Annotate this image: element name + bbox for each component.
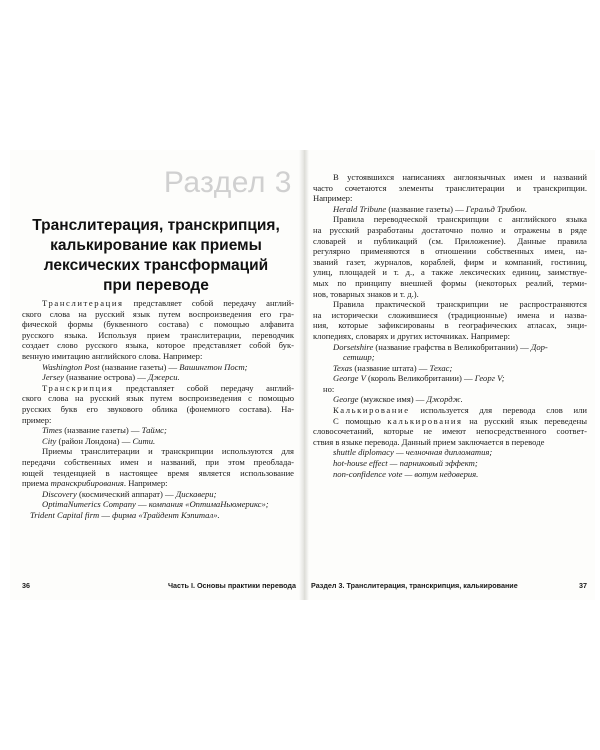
right-page xyxy=(307,150,595,600)
text-line: Транскрипция представляет собой передачу англий- xyxy=(42,382,294,393)
example-connector: но: xyxy=(323,383,335,394)
left-page-footer xyxy=(10,580,302,592)
text-line: клопедиях, словарях и других источниках. Например: xyxy=(313,330,511,341)
paragraph xyxy=(313,214,587,299)
chapter-title-line: лексических трансформаций xyxy=(43,257,269,274)
chapter-title-line: Транслитерация, транскрипция, xyxy=(32,217,280,234)
text-line: на исторически сложившиеся (традиционные) имена и назва- xyxy=(313,309,587,320)
text-line: Калькирование используется для перевода слов или xyxy=(333,405,587,416)
text-line: создает слово русского языка, которое представляет собой бук- xyxy=(22,340,294,351)
example-line: Washington Post (название газеты) — Вашингтон Пост; xyxy=(42,361,248,372)
example-line: Jersey (название острова) — Джерси. xyxy=(42,372,180,383)
example-line: hot-house effect — парниковый эффект; xyxy=(333,458,478,469)
text-line: на русский разработаны достаточно полно и отражены в ряде xyxy=(313,224,587,235)
text-line: ния, которые зафиксированы в географических атласах, энци- xyxy=(313,320,587,331)
text-line: пример: xyxy=(22,414,52,425)
text-line: С помощью калькирования на русский язык переведены xyxy=(333,415,587,426)
example-line: Discovery (космический аппарат) — Дискавери; xyxy=(42,488,217,499)
term-transcription: Транскрипция xyxy=(42,382,114,393)
examples xyxy=(22,425,294,446)
paragraph xyxy=(22,446,294,488)
text-line: званий газет, журналов, кораблей, фирм и компаний, гостиниц, xyxy=(313,256,587,267)
example-line: shuttle diplomacy — челночная дипломатия; xyxy=(333,447,493,458)
text-line: Например: xyxy=(313,193,353,204)
example-line: Texas (название штата) — Техас; xyxy=(333,362,453,373)
left-page xyxy=(10,150,302,600)
term-calque: Калькирование xyxy=(333,405,410,416)
page-number: 36 xyxy=(22,581,30,590)
example-line: Times (название газеты) — Таймс; xyxy=(42,425,167,436)
text-line: русских букв его звукового облика (фонемного состава). На- xyxy=(22,403,294,414)
text-line: приема транскрибирования. Например: xyxy=(22,478,168,489)
running-head: Раздел 3. Транслитерация, транскрипция, калькирование xyxy=(311,581,518,590)
text-line: Транслитерация представляет собой передачу англий- xyxy=(42,298,294,308)
paragraph xyxy=(22,298,294,362)
running-head: Часть I. Основы практики перевода xyxy=(167,581,296,590)
text-line: регулярно применяются в отношении собственных имен, на- xyxy=(313,246,587,257)
chapter-title xyxy=(18,216,294,296)
text-line: Правила переводческой транскрипции с английского языка xyxy=(333,214,587,225)
example-line: Dorsetshire (название графства в Великобритании) — Дор- xyxy=(333,341,548,352)
text-line: фической формы (буквенного состава) с помощью алфавита xyxy=(22,319,294,330)
example-line: Trident Capital firm — фирма «Трайдент Кэпитал». xyxy=(30,509,220,520)
example-line: City (район Лондона) — Сити. xyxy=(42,435,156,446)
paragraph xyxy=(22,383,294,425)
text-line: венную имитацию английского слова. Например: xyxy=(22,350,203,361)
text-line: русского языка. Используя прием транслитерации, переводчик xyxy=(22,329,294,340)
text-line: словарей и публикаций (см. Приложение). Данные правила xyxy=(313,235,587,246)
term-calque: калькирования xyxy=(387,415,463,426)
text-line: Приемы транслитерации и транскрипции используются для xyxy=(42,446,294,457)
text-line: ствия в языке перевода. Данный прием заключается в переводе xyxy=(313,436,545,447)
examples xyxy=(313,342,587,406)
text-line: В устоявшихся написаниях англоязычных имен и названий xyxy=(333,172,587,182)
example-line: Herald Tribune (название газеты) — Геральд Трибюн. xyxy=(333,203,527,214)
example-line: OptimaNumerics Company — компания «ОптимаНьюмерикс»; xyxy=(42,499,269,510)
text-line: часто сочетаются элементы транслитерации и транскрипции. xyxy=(313,182,587,193)
text-line: передачи собственных имен и названий, при этом преоблада- xyxy=(22,456,294,467)
book-spread xyxy=(10,150,595,600)
paragraph xyxy=(313,416,587,448)
text-line: нов, товарных знаков и т. д.). xyxy=(313,288,419,299)
examples xyxy=(313,204,587,215)
right-page-footer xyxy=(307,580,595,592)
example-line: George V (король Великобритании) — Георг V; xyxy=(333,373,505,384)
chapter-title-line: при переводе xyxy=(103,277,209,294)
examples xyxy=(22,362,294,383)
chapter-title-line: калькирование как приемы xyxy=(50,237,262,254)
page-number: 37 xyxy=(579,581,587,590)
paragraph xyxy=(313,405,587,416)
text-line: Правила практической транскрипции не распространяются xyxy=(333,299,587,310)
text-line: мых по принципу внешней формы (некоторых реалий, терми- xyxy=(313,277,587,288)
paragraph xyxy=(313,172,587,204)
examples xyxy=(22,489,294,521)
section-heading: Раздел 3 xyxy=(163,166,292,199)
example-line: сетшир; xyxy=(343,352,375,363)
examples xyxy=(313,447,587,479)
text-line: ющей тенденцией в настоящее время является использование xyxy=(22,467,294,478)
text-line: ского слова на русский язык путем воспроизведения с помощью xyxy=(22,393,294,404)
term-transliteration: Транслитерация xyxy=(42,298,124,308)
paragraph xyxy=(313,299,587,341)
example-line: George (мужское имя) — Джордж. xyxy=(333,394,463,405)
left-body-text xyxy=(22,298,294,520)
text-line: ского слова на русский язык путем воспроизведения его гра- xyxy=(22,308,294,319)
text-line: улиц, площадей и т. д., а также лексических единиц, заимствуе- xyxy=(313,267,587,278)
right-body-text xyxy=(313,172,587,479)
example-line: non-confidence vote — вотум недоверия. xyxy=(333,468,479,479)
text-line: словосочетаний, которые не имеют непосредственного соответ- xyxy=(313,426,587,437)
